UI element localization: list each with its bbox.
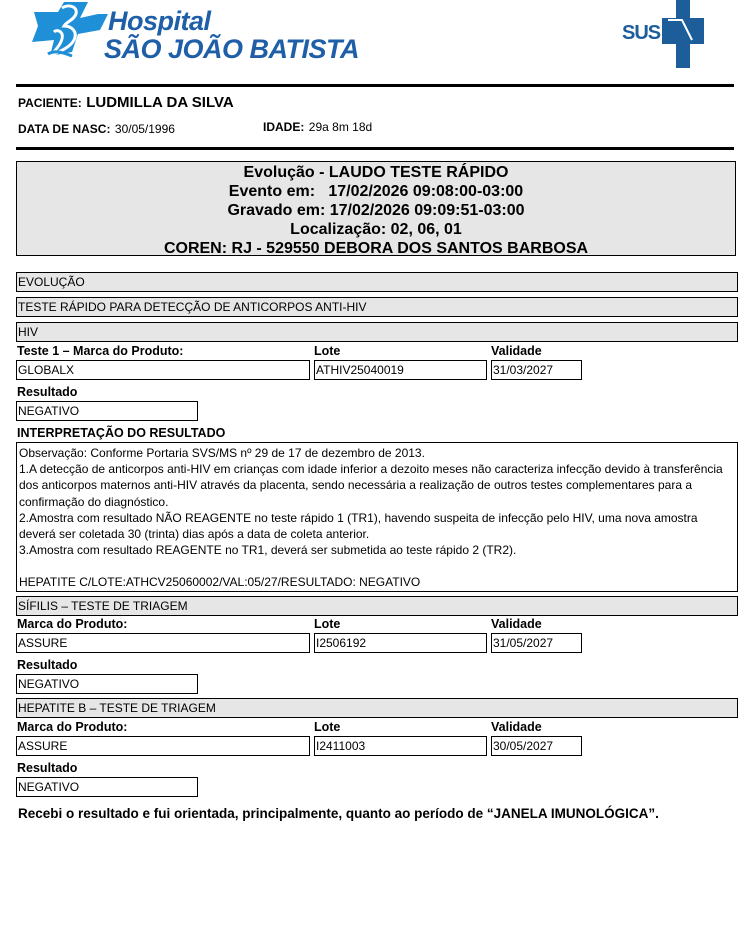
coren-professional: COREN: RJ - 529550 DEBORA DOS SANTOS BARBOSA [163, 240, 589, 257]
hiv-lot-field: ATHIV25040019 [314, 360, 487, 380]
syphilis-lot-field: I2506192 [314, 633, 487, 653]
section-syphilis: SÍFILIS – TESTE DE TRIAGEM [16, 596, 738, 616]
sus-logo-text: SUS [622, 22, 661, 44]
syphilis-result-field: NEGATIVO [16, 674, 198, 694]
dob-label: DATA DE NASC: [18, 122, 111, 136]
age-value: 29a 8m 18d [308, 120, 373, 134]
hepatitis-c-result: HEPATITE C/LOTE:ATHCV25060002/VAL:05/27/RESULTADO: NEGATIVO [19, 575, 421, 590]
dob-value: 30/05/1996 [114, 122, 175, 136]
hiv-result-label: Resultado [17, 385, 78, 399]
hiv-result-field: NEGATIVO [16, 401, 198, 421]
recorded-datetime: Gravado em: 17/02/2026 09:09:51-03:00 [227, 202, 525, 219]
patient-name-row [18, 94, 234, 112]
location: Localização: 02, 06, 01 [290, 221, 462, 238]
acknowledgement-note: Recebi o resultado e fui orientada, principalmente, quanto ao período de “JANELA IMUNOLÓGICA”. [18, 806, 659, 821]
sus-logo [622, 0, 704, 68]
syphilis-result-label: Resultado [17, 658, 78, 672]
interpretation-label: INTERPRETAÇÃO DO RESULTADO [17, 426, 226, 440]
patient-divider [16, 147, 734, 150]
hiv-validity-field: 31/03/2027 [491, 360, 582, 380]
event-datetime: Evento em: 17/02/2026 09:08:00-03:00 [228, 183, 524, 200]
age-label: IDADE: [263, 120, 305, 134]
hiv-brand-field: GLOBALX [16, 360, 310, 380]
section-evolucao: EVOLUÇÃO [16, 272, 738, 292]
header-divider [16, 84, 734, 87]
interpretation-line: 1.A detecção de anticorpos anti-HIV em crianças com idade inferior a dezoito meses não caracteriza infecção devido à transferência dos anticorpos maternos anti-HIV através da placenta, sendo necessária a realização de outros testes complementares para a confirmação do diagnóstico. [19, 462, 723, 509]
patient-age-row [263, 118, 372, 136]
interpretation-line: 3.Amostra com resultado REAGENTE no TR1, deverá ser submetida ao teste rápido 2 (TR2). [19, 543, 517, 558]
hepb-lot-field: I2411003 [314, 736, 487, 756]
patient-name: LUDMILLA DA SILVA [86, 94, 234, 111]
patient-name-label: PACIENTE: [18, 96, 82, 110]
hospital-logo-line1: Hospital [108, 6, 211, 36]
syphilis-brand-field: ASSURE [16, 633, 310, 653]
patient-dob-row [18, 120, 175, 138]
hiv-brand-label: Teste 1 – Marca do Produto: [17, 344, 184, 358]
interpretation-line: 2.Amostra com resultado NÃO REAGENTE no teste rápido 1 (TR1), havendo suspeita de infecção pelo HIV, uma nova amostra deverá ser coletada 30 (trinta) dias após a data de coleta anterior. [19, 510, 698, 542]
hiv-lot-label: Lote [314, 344, 341, 358]
hepb-result-label: Resultado [17, 761, 78, 775]
syphilis-validity-field: 31/05/2027 [491, 633, 582, 653]
report-title-box [16, 161, 736, 256]
hepb-brand-label: Marca do Produto: [17, 720, 128, 734]
interpretation-line: Observação: Conforme Portaria SVS/MS nº 29 de 17 de dezembro de 2013. [19, 446, 425, 460]
hepb-validity-field: 30/05/2027 [491, 736, 582, 756]
hepb-result-field: NEGATIVO [16, 777, 198, 797]
hospital-cross-emblem-icon [28, 0, 110, 62]
syphilis-brand-label: Marca do Produto: [17, 617, 128, 631]
hepb-validity-label: Validade [491, 720, 542, 734]
hospital-logo-line2: SÃO JOÃO BATISTA [104, 34, 360, 64]
syphilis-lot-label: Lote [314, 617, 341, 631]
report-title: Evolução - LAUDO TESTE RÁPIDO [243, 164, 509, 181]
section-hiv: HIV [16, 322, 738, 342]
hospital-logo [28, 0, 358, 66]
section-test-title: TESTE RÁPIDO PARA DETECÇÃO DE ANTICORPOS ANTI-HIV [16, 297, 738, 317]
hepb-brand-field: ASSURE [16, 736, 310, 756]
section-hepatitis-b: HEPATITE B – TESTE DE TRIAGEM [16, 698, 738, 718]
sus-cross-icon [662, 0, 704, 68]
syphilis-validity-label: Validade [491, 617, 542, 631]
interpretation-box [16, 442, 738, 592]
hiv-validity-label: Validade [491, 344, 542, 358]
hepb-lot-label: Lote [314, 720, 341, 734]
